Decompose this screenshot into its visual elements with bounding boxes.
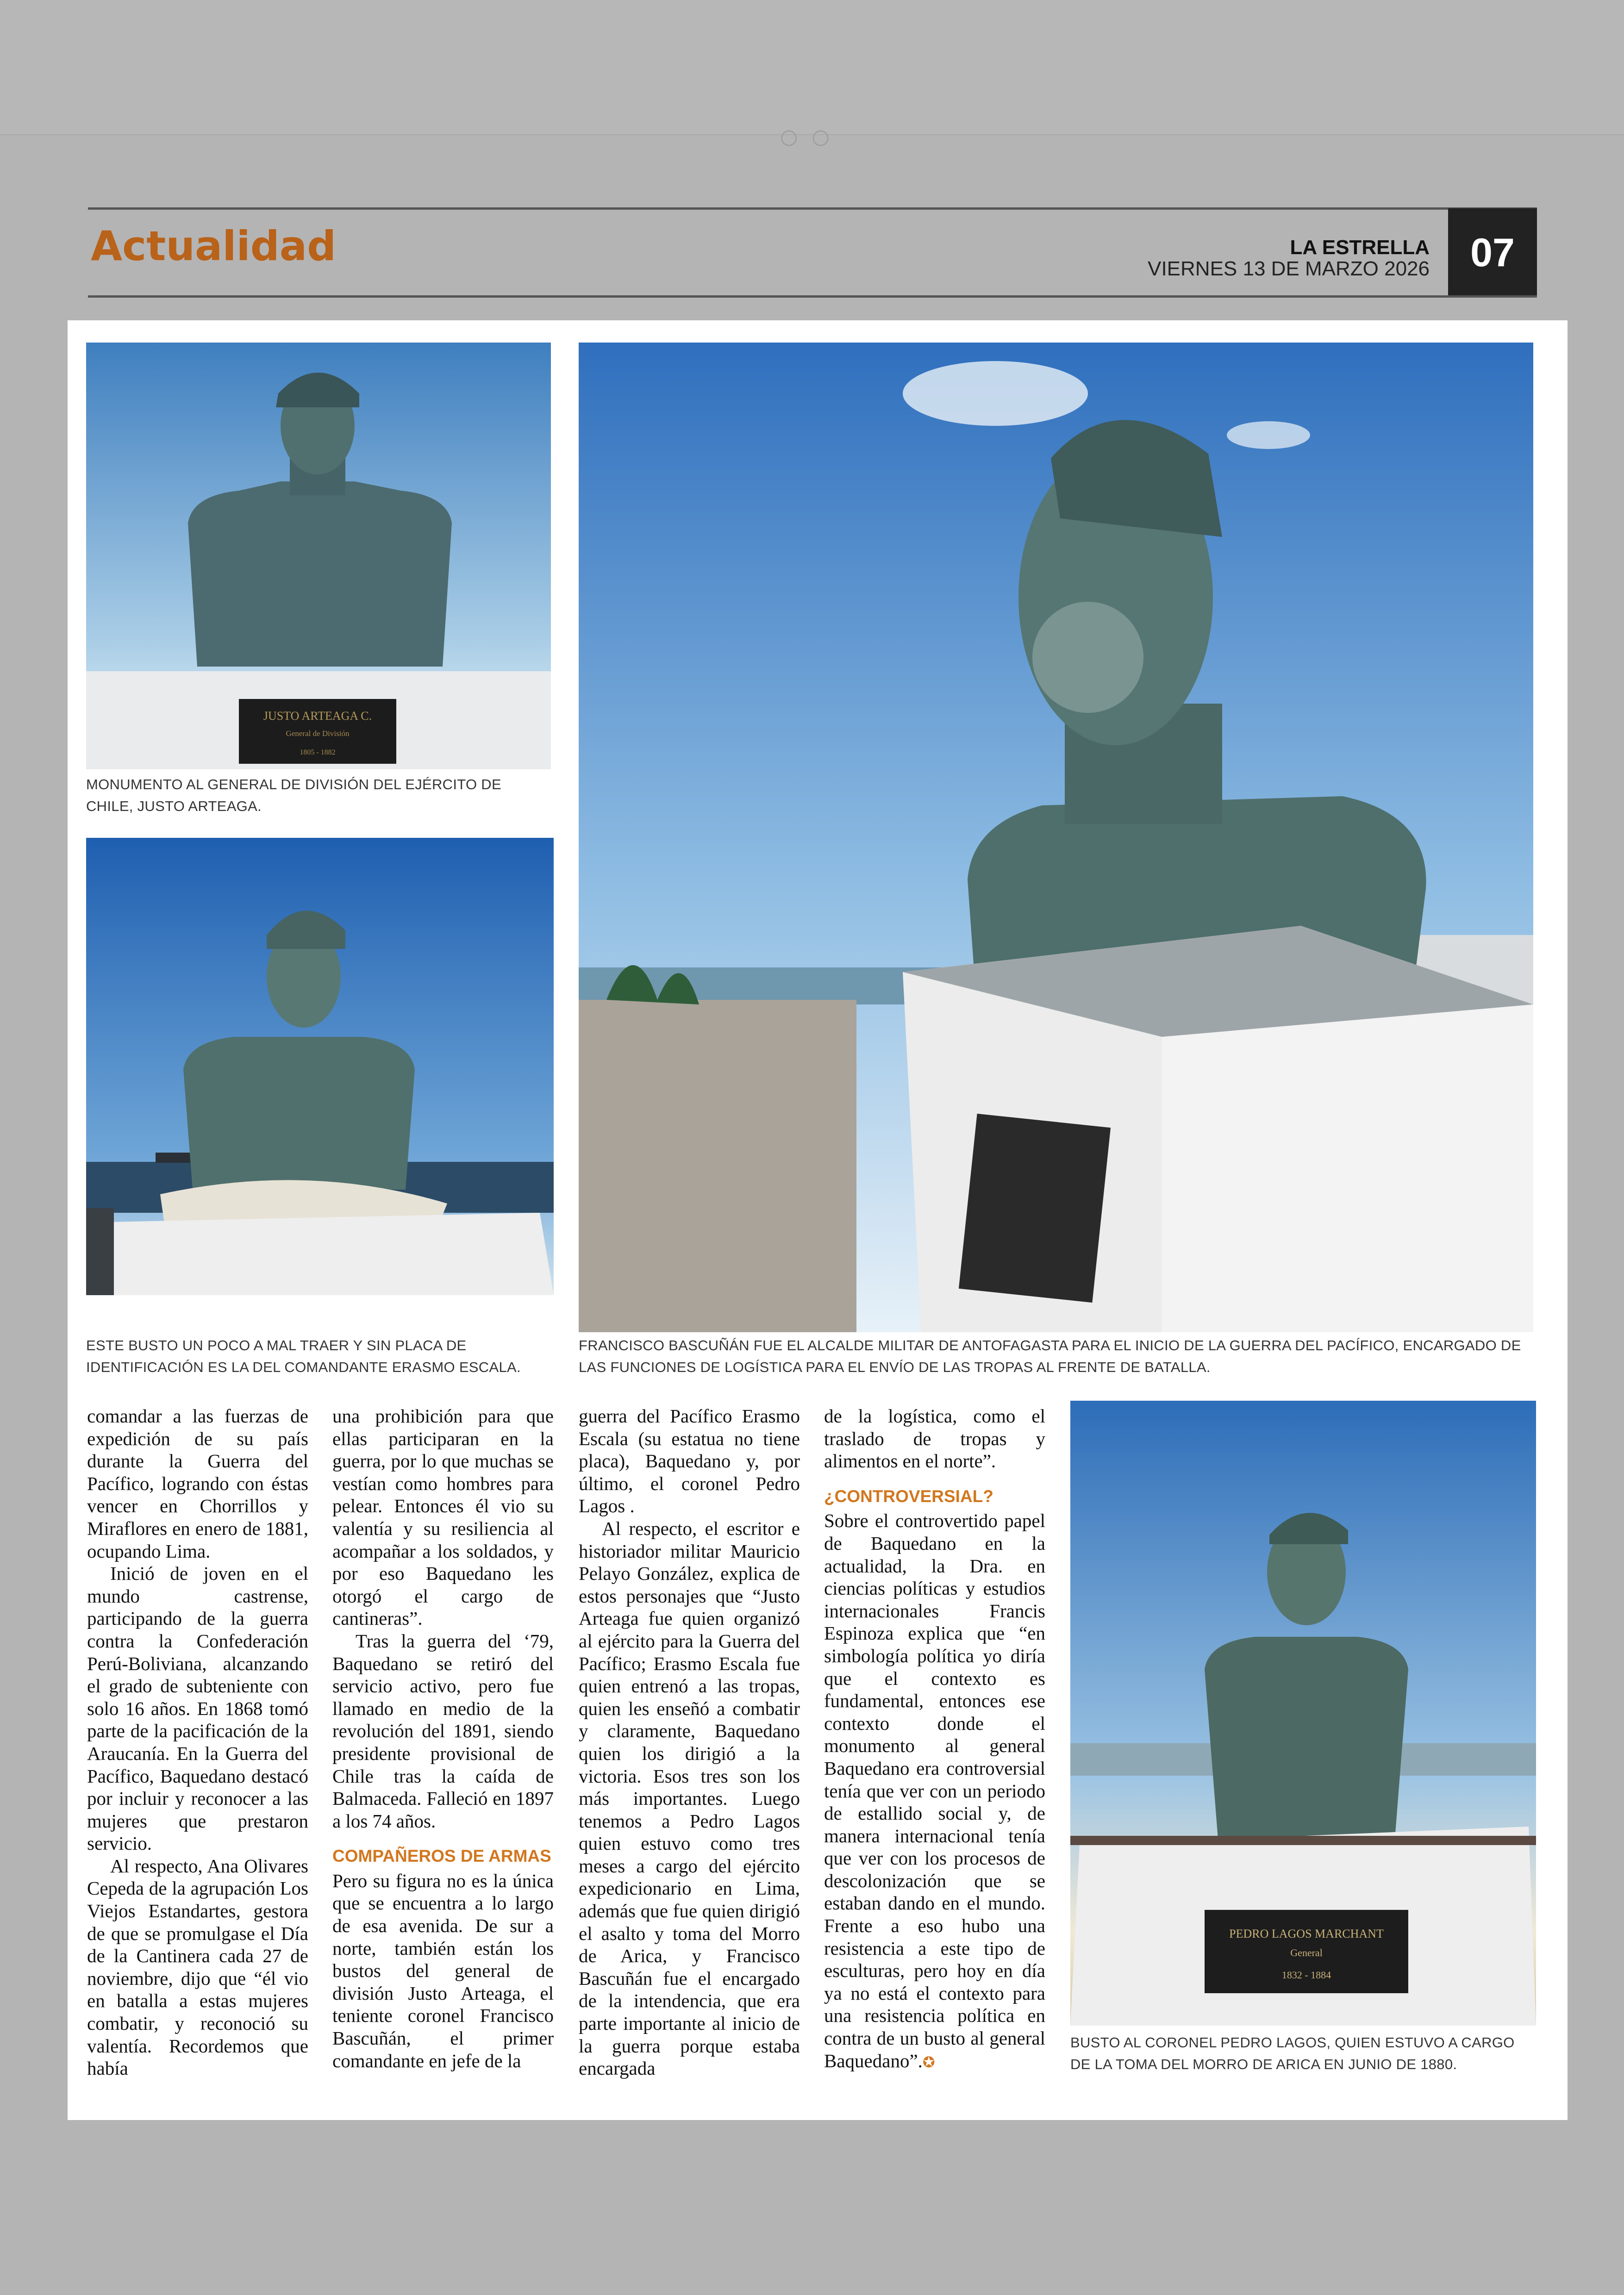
caption-bascunan: FRANCISCO BASCUÑÁN FUE EL ALCALDE MILITAR DE ANTOFAGASTA PARA EL INICIO DE LA GUERRA DEL PACÍFICO, ENCARGADO DE LAS FUNCIONES DE LOGÍSTICA PARA EL ENVÍO DE LAS TROPAS AL FRENTE DE BATALLA. [579, 1337, 1521, 1375]
photo-bascunan-bust [579, 343, 1533, 1332]
article-column-1 [87, 1405, 308, 2080]
col2-paragraph-2: Tras la guerra del ‘79, Baquedano se retiró del servicio activo, pero fue llamado en medio de la revolución del 1891, siendo presidente provisional de Chile tras la caída de Balmaceda. Falleció en 1897 a los 74 años. [332, 1630, 554, 1832]
arteaga-plaque-line-1: JUSTO ARTEAGA C. [263, 709, 372, 723]
subheading-companeros: COMPAÑEROS DE ARMAS [332, 1846, 551, 1866]
photo-escala-bust [86, 838, 554, 1295]
photo-arteaga-bust [86, 343, 551, 769]
col4-paragraph-2: Sobre el controvertido papel de Baquedano en la actualidad, la Dra. en ciencias políticas y estudios internacionales Francis Espinoza explica que “en simbología política yo diría que el contexto es fundamental, entonces ese contexto donde el monumento al general Baquedano era controversial tenía que ver con un periodo de estallido social y, de manera internacional tenía que ver con los procesos de descolonización que se estaban dando en el mundo. Frente a eso hubo una resistencia a este tipo de esculturas, pero hoy en día ya no está el contexto para una resistencia política en contra de un busto al general Baquedano”. [824, 1510, 1045, 2071]
col2-paragraph-3: Pero su figura no es la única que se encuentra a lo largo de esa avenida. De sur a norte, también están los bustos del general de división Justo Arteaga, el teniente coronel Francisco Bascuñán, el primer comandante en jefe de la [332, 1870, 554, 2071]
masthead [1148, 236, 1430, 281]
col3-paragraph-1: guerra del Pacífico Erasmo Escala (su estatua no tiene placa), Baquedano y, por último, el coronel Pedro Lagos . [579, 1405, 800, 1517]
article-column-2 [332, 1405, 554, 2072]
arteaga-plaque-line-3: 1805 - 1882 [300, 748, 336, 756]
col4-paragraph-1: de la logística, como el traslado de tropas y alimentos en el norte”. [824, 1405, 1045, 1472]
col3-paragraph-2: Al respecto, el escritor e historiador militar Mauricio Pelayo González, explica de estos personajes que “Justo Arteaga fue quien organizó al ejército para la Guerra del Pacífico; Erasmo Escala fue quien entrenó a las tropas, quien les enseñó a combatir y claramente, Baquedano quien los dirigió a la victoria. Esos tres son los más importantes. Luego tenemos a Pedro Lagos quien estuvo como tres meses a cargo del ejército expedicionario en Lima, además que fue quien dirigió el asalto y toma del Morro de Arica, y Francisco Bascuñán fue el encargado de la intendencia, que era parte importante al inicio de la guerra porque estaba encargada [579, 1517, 800, 2079]
end-of-article-icon: ✪ [922, 2053, 935, 2071]
article-column-4 [824, 1405, 1045, 2073]
arteaga-plaque-line-2: General de División [286, 729, 350, 738]
caption-escala: ESTE BUSTO UN POCO A MAL TRAER Y SIN PLACA DE IDENTIFICACIÓN ES LA DEL COMANDANTE ERASMO ESCALA. [86, 1337, 521, 1375]
subheading-controversial: ¿CONTROVERSIAL? [824, 1486, 993, 1506]
section-title: Actualidad [91, 222, 337, 270]
article-sheet [68, 320, 1568, 2120]
article-column-3 [579, 1405, 800, 2080]
lagos-plaque-line-2: General [1290, 1947, 1323, 1958]
col1-paragraph-2: Inició de joven en el mundo castrense, participando de la guerra contra la Confederación Perú-Boliviana, alcanzando el grado de subteniente con solo 16 años. En 1868 tomó parte de la pacificación de la Araucanía. En la Guerra del Pacífico, Baquedano destacó por incluir y reconocer a las mujeres que prestaron servicio. [87, 1563, 308, 1854]
lagos-plaque-line-1: PEDRO LAGOS MARCHANT [1229, 1927, 1384, 1940]
col1-paragraph-3: Al respecto, Ana Olivares Cepeda de la agrupación Los Viejos Estandartes, gestora de que se promulgase el Día de la Cantinera cada 27 de noviembre, dijo que “él vio en batalla a estas mujeres combatir, y reconoció su valentía. Recordemos que había [87, 1855, 308, 2079]
publication-name: LA ESTRELLA [1290, 236, 1430, 259]
caption-lagos: BUSTO AL CORONEL PEDRO LAGOS, QUIEN ESTUVO A CARGO DE LA TOMA DEL MORRO DE ARICA EN JUNIO DE 1880. [1070, 2034, 1515, 2072]
photo-lagos-bust [1070, 1401, 1536, 2026]
header-top-rule [88, 207, 1537, 210]
col1-paragraph-1: comandar a las fuerzas de expedición de su país durante la Guerra del Pacífico, logrando con éstas vencer en Chorrillos y Miraflores en enero de 1881, ocupando Lima. [87, 1405, 308, 1562]
lagos-plaque-line-3: 1832 - 1884 [1281, 1969, 1331, 1981]
page-indicator-dots: ○○ [780, 125, 843, 149]
header-bottom-rule [88, 295, 1537, 298]
publication-date: VIERNES 13 DE MARZO 2026 [1148, 257, 1430, 280]
col2-paragraph-1: una prohibición para que ellas participaran en la guerra, por lo que muchas se vestían como hombres para pelear. Entonces él vio su valentía y su resiliencia al acompañar a los soldados, y por eso Baquedano les otorgó el cargo de cantineras”. [332, 1405, 554, 1629]
caption-arteaga: MONUMENTO AL GENERAL DE DIVISIÓN DEL EJÉRCITO DE CHILE, JUSTO ARTEAGA. [86, 776, 501, 814]
page-number: 07 [1448, 208, 1537, 297]
viewer-top-band [0, 0, 1624, 135]
